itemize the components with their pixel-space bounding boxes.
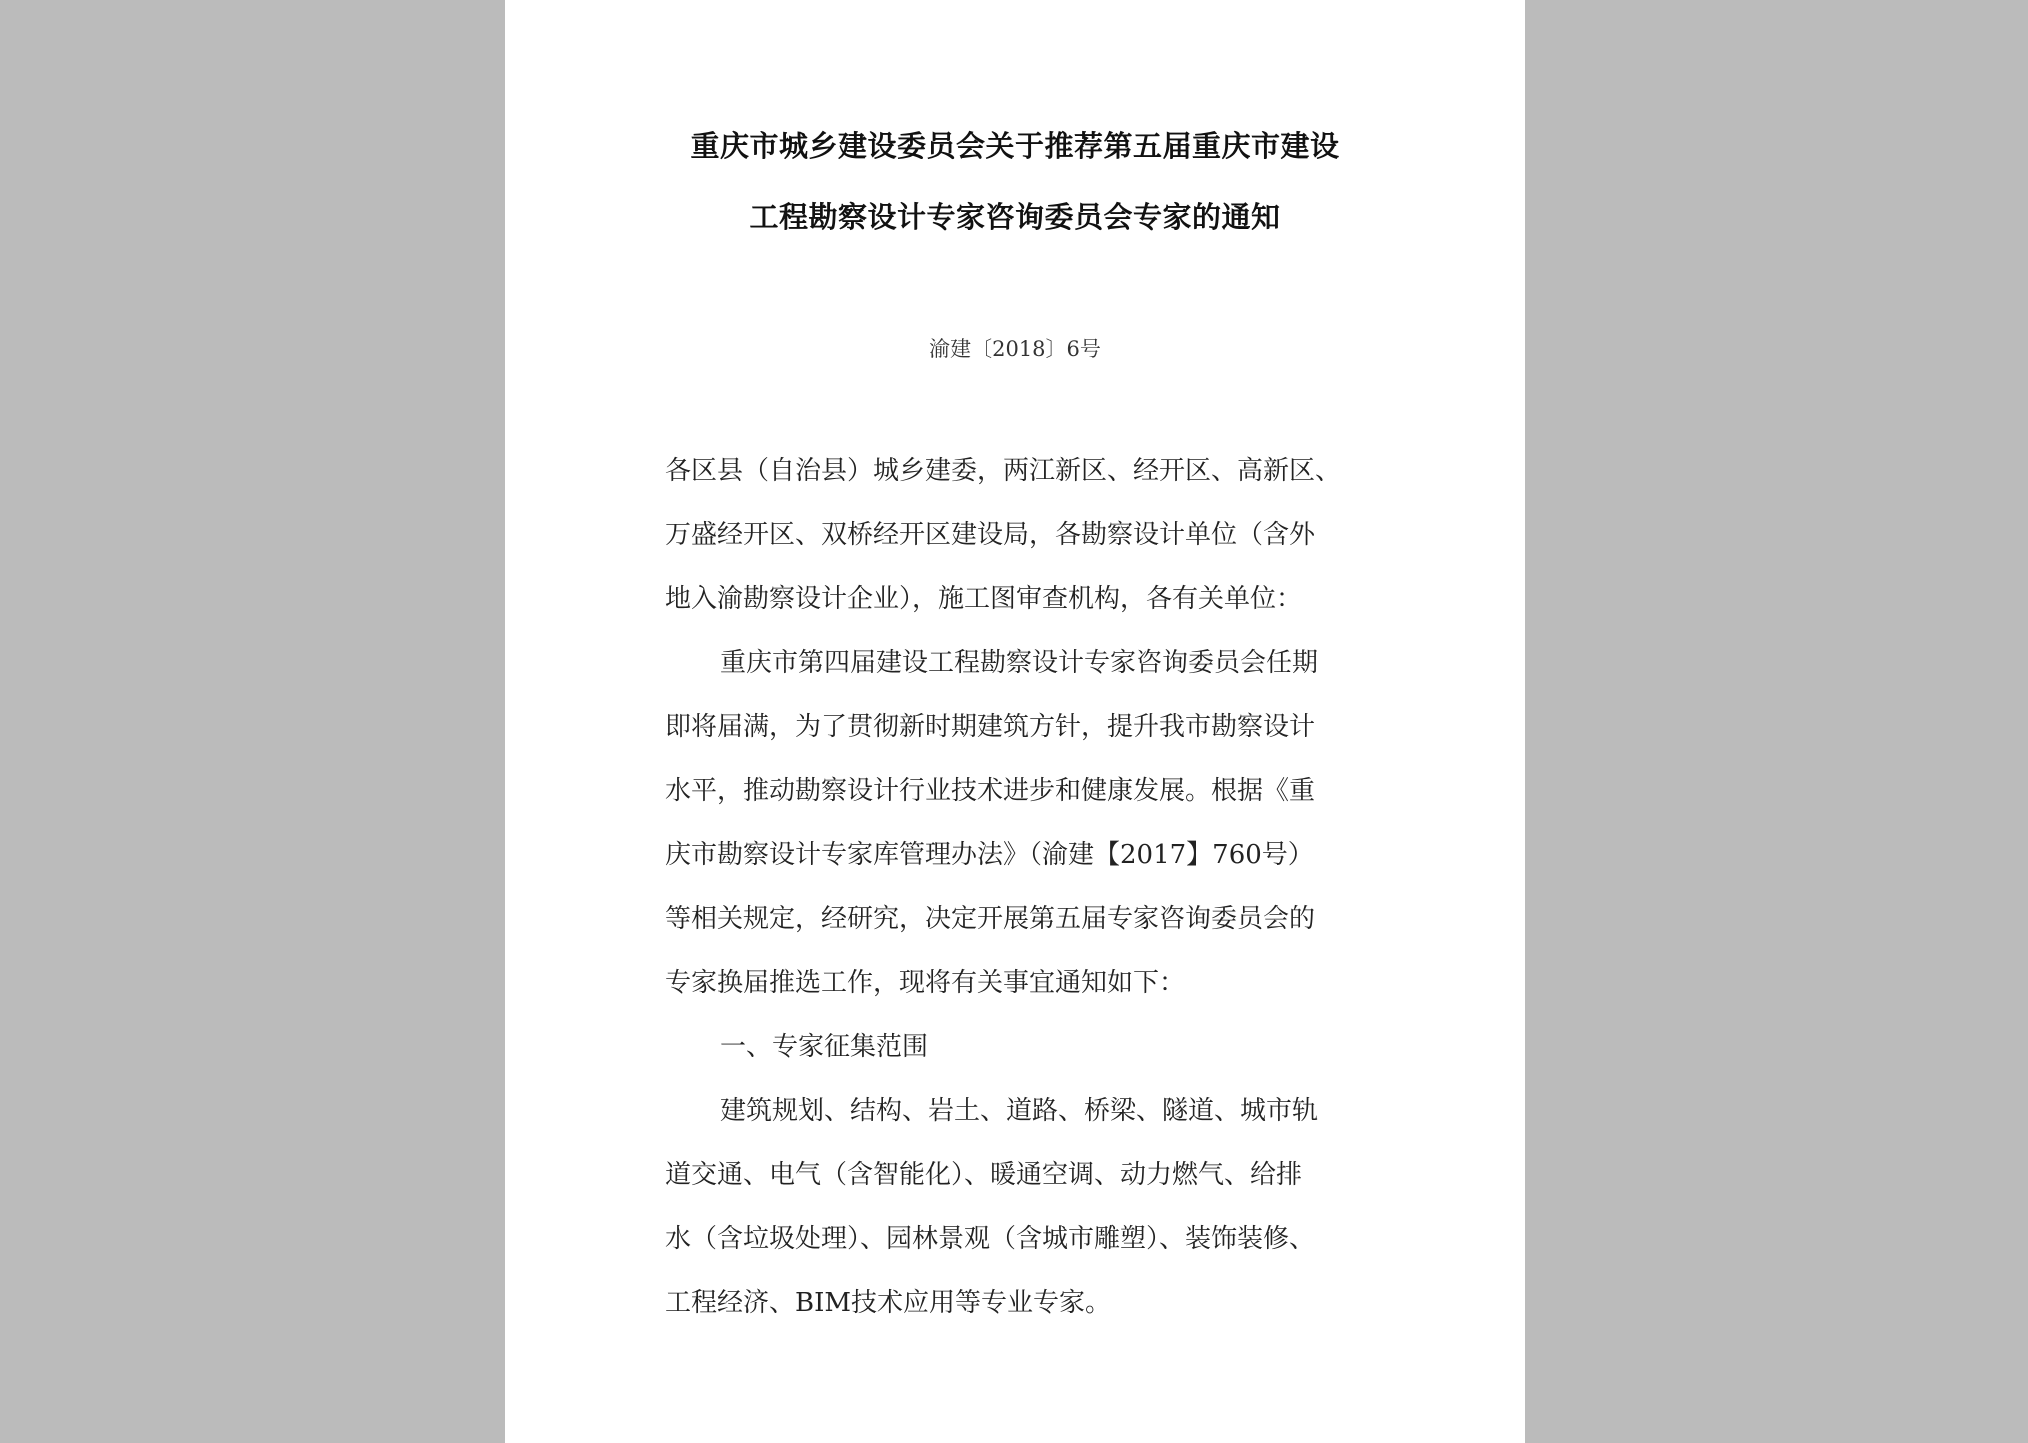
section-line: 工程经济、BIM技术应用等专业专家。: [665, 1288, 1111, 1318]
addressee-line: 各区县（自治县）城乡建委，两江新区、经开区、高新区、: [665, 456, 1342, 486]
paragraph-line: 庆市勘察设计专家库管理办法》（渝建【2017】760号）: [665, 840, 1314, 870]
document-title-line-1: 重庆市城乡建设委员会关于推荐第五届重庆市建设: [690, 129, 1340, 163]
section-heading: 一、专家征集范围: [720, 1032, 929, 1062]
paragraph-line: 水平，推动勘察设计行业技术进步和健康发展。根据《重: [665, 776, 1316, 806]
document-page: [505, 0, 1525, 1443]
paragraph-line: 即将届满，为了贯彻新时期建筑方针，提升我市勘察设计: [665, 712, 1316, 742]
paragraph-line: 等相关规定，经研究，决定开展第五届专家咨询委员会的: [665, 904, 1316, 934]
document-number: 渝建〔2018〕6号: [929, 337, 1101, 361]
paragraph-line: 专家换届推选工作，现将有关事宜通知如下：: [665, 968, 1186, 998]
addressee-line: 万盛经开区、双桥经开区建设局，各勘察设计单位（含外: [665, 520, 1316, 550]
section-line: 水（含垃圾处理）、园林景观（含城市雕塑）、装饰装修、: [665, 1224, 1316, 1254]
addressee-line: 地入渝勘察设计企业），施工图审查机构，各有关单位：: [665, 584, 1303, 614]
section-line: 建筑规划、结构、岩土、道路、桥梁、隧道、城市轨: [720, 1096, 1319, 1126]
paragraph-line: 重庆市第四届建设工程勘察设计专家咨询委员会任期: [720, 648, 1319, 678]
section-line: 道交通、电气（含智能化）、暖通空调、动力燃气、给排: [665, 1160, 1303, 1190]
document-title-line-2: 工程勘察设计专家咨询委员会专家的通知: [749, 200, 1281, 234]
